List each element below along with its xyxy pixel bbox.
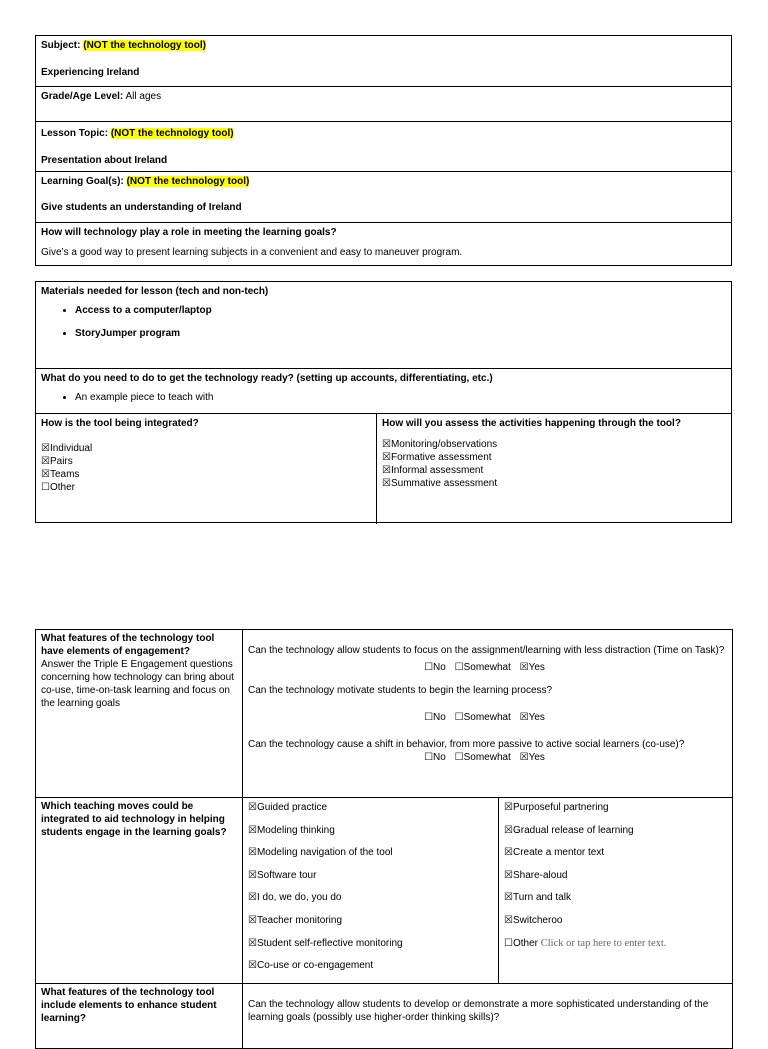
checkbox-checked-icon: ☒ (41, 443, 50, 454)
enhance-heading: What features of the technology tool include elements to enhance student learning? (41, 986, 217, 1024)
move-i-do-we-do[interactable] (248, 890, 493, 913)
move-label: Student self-reflective monitoring (256, 937, 403, 949)
checkbox-unchecked-icon: ☐ (454, 662, 464, 673)
option-label: Somewhat (463, 752, 511, 763)
answer-options (248, 661, 727, 674)
checkbox-checked-icon: ☒ (382, 439, 391, 450)
checkbox-label: Other (49, 482, 75, 493)
engagement-question: Can the technology allow students to focus on the assignment/learning with less distraction (Time on Task)? (248, 645, 725, 656)
option-label: Somewhat (463, 662, 511, 673)
option-label: Yes (528, 712, 545, 723)
subject-row (36, 36, 731, 87)
other-text-field[interactable]: Click or tap here to enter text. (540, 937, 667, 949)
checkbox-informal[interactable] (382, 464, 726, 477)
move-label: Gradual release of learning (512, 824, 634, 836)
move-label: Create a mentor text (512, 847, 605, 859)
grade-value[interactable]: All ages (123, 91, 162, 102)
option-yes[interactable] (520, 751, 545, 764)
engagement-question: Can the technology motivate students to begin the learning process? (248, 685, 553, 696)
checkbox-unchecked-icon: ☐ (504, 937, 513, 949)
move-label: I do, we do, you do (256, 892, 342, 904)
ready-question: What do you need to do to get the technology ready? (setting up accounts, differentiating, etc.) (41, 373, 493, 384)
move-modeling-navigation[interactable] (248, 845, 493, 868)
grade-row (36, 87, 731, 122)
checkbox-label: Monitoring/observations (390, 439, 498, 450)
engagement-questions-cell (243, 630, 733, 798)
checkbox-checked-icon: ☒ (41, 456, 50, 467)
checkbox-unchecked-icon: ☐ (454, 752, 464, 763)
move-label: Software tour (256, 869, 317, 881)
move-co-use[interactable] (248, 958, 493, 981)
goals-value[interactable]: Give students an understanding of Ireland (41, 202, 242, 213)
move-modeling-thinking[interactable] (248, 823, 493, 846)
checkbox-checked-icon: ☒ (504, 824, 513, 836)
option-no[interactable] (424, 751, 446, 764)
checkbox-checked-icon: ☒ (519, 712, 529, 723)
checkbox-checked-icon: ☒ (248, 937, 257, 949)
move-self-reflective[interactable] (248, 936, 493, 959)
grade-label: Grade/Age Level: (41, 91, 124, 102)
move-label: Other (512, 937, 538, 949)
option-label: No (433, 712, 446, 723)
move-label: Guided practice (256, 802, 328, 813)
checkbox-teams[interactable] (41, 468, 371, 481)
checkbox-unchecked-icon: ☐ (454, 712, 464, 723)
enhance-question-cell (243, 983, 733, 1048)
checkbox-checked-icon: ☒ (504, 869, 513, 881)
checkbox-formative[interactable] (382, 451, 726, 464)
checkbox-label: Pairs (49, 456, 73, 467)
move-gradual-release[interactable] (504, 823, 727, 846)
materials-list (41, 304, 726, 340)
move-turn-and-talk[interactable] (504, 890, 727, 913)
ready-row (36, 369, 731, 414)
checkbox-label: Teams (49, 469, 80, 480)
goals-label: Learning Goal(s): (41, 176, 124, 187)
triple-e-table (35, 629, 733, 1029)
move-label: Co-use or co-engagement (256, 960, 374, 972)
checkbox-checked-icon: ☒ (248, 869, 257, 881)
moves-heading: Which teaching moves could be integrated to aid technology in helping students engage in the learning goals? (41, 801, 227, 838)
move-switcheroo[interactable] (504, 913, 727, 936)
topic-value[interactable]: Presentation about Ireland (41, 155, 168, 166)
checkbox-other[interactable] (41, 481, 371, 494)
materials-item[interactable]: • StoryJumper program (75, 327, 726, 340)
option-somewhat[interactable] (455, 751, 511, 764)
role-answer[interactable]: Give’s a good way to present learning subjects in a convenient and easy to maneuver program. (41, 247, 463, 258)
checkbox-label: Informal assessment (390, 465, 484, 476)
not-tool-note: (NOT the technology tool) (126, 176, 250, 187)
checkbox-checked-icon: ☒ (248, 824, 257, 836)
topic-label: Lesson Topic: (41, 128, 109, 139)
move-software-tour[interactable] (248, 868, 493, 891)
move-label: Switcheroo (512, 914, 563, 926)
option-no[interactable] (424, 661, 446, 674)
engagement-row (36, 630, 733, 798)
checkbox-unchecked-icon: ☐ (424, 662, 434, 673)
answer-options (248, 751, 727, 764)
move-other[interactable] (504, 936, 727, 959)
checkbox-summative[interactable] (382, 477, 726, 490)
engagement-question: Can the technology cause a shift in behavior, from more passive to active social learners (co-use)? (248, 739, 685, 750)
teaching-moves-row (36, 798, 733, 984)
checkbox-checked-icon: ☒ (504, 892, 513, 904)
checkbox-unchecked-icon: ☐ (41, 482, 50, 493)
checkbox-checked-icon: ☒ (504, 914, 513, 926)
enhancement-row (36, 983, 733, 1048)
integration-row (36, 414, 731, 524)
checkbox-checked-icon: ☒ (519, 752, 529, 763)
option-label: Yes (528, 662, 545, 673)
answer-options (248, 711, 727, 724)
ready-list (41, 391, 726, 404)
option-no[interactable] (424, 711, 446, 724)
moves-left-cell (243, 798, 499, 984)
move-teacher-monitoring[interactable] (248, 913, 493, 936)
materials-row (36, 282, 731, 369)
checkbox-checked-icon: ☒ (504, 847, 513, 859)
subject-label: Subject: (41, 40, 81, 51)
move-label: Modeling thinking (256, 824, 335, 836)
integration-cell (36, 414, 377, 524)
option-label: No (433, 752, 446, 763)
checkbox-unchecked-icon: ☐ (424, 712, 434, 723)
not-tool-note: (NOT the technology tool) (110, 128, 234, 139)
enhance-question: Can the technology allow students to develop or demonstrate a more sophisticated understanding of the learning goals (possibly use higher-order thinking skills)? (248, 998, 709, 1023)
checkbox-checked-icon: ☒ (248, 847, 257, 859)
checkbox-monitoring[interactable] (382, 438, 726, 451)
engagement-heading-cell (36, 630, 243, 798)
option-yes[interactable] (520, 661, 545, 674)
goals-row (36, 172, 731, 223)
checkbox-label: Formative assessment (390, 452, 492, 463)
move-label: Teacher monitoring (256, 914, 343, 926)
materials-table (35, 281, 732, 523)
not-tool-note: (NOT the technology tool) (83, 40, 206, 51)
checkbox-checked-icon: ☒ (519, 662, 529, 673)
assess-question: How will you assess the activities happening through the tool? (382, 418, 681, 429)
move-share-aloud[interactable] (504, 868, 727, 891)
move-label: Share-aloud (512, 869, 568, 881)
lesson-info-table (35, 35, 732, 266)
move-purposeful-partnering[interactable] (504, 800, 727, 823)
move-guided-practice[interactable] (248, 800, 493, 823)
checkbox-checked-icon: ☒ (248, 914, 257, 926)
materials-label: Materials needed for lesson (tech and non-tech) (41, 286, 269, 297)
checkbox-checked-icon: ☒ (382, 465, 391, 476)
move-mentor-text[interactable] (504, 845, 727, 868)
move-label: Modeling navigation of the tool (256, 847, 393, 859)
checkbox-checked-icon: ☒ (382, 478, 391, 489)
checkbox-checked-icon: ☒ (382, 452, 391, 463)
checkbox-label: Summative assessment (390, 478, 498, 489)
engagement-instructions: Answer the Triple E Engagement questions concerning how technology can bring about co-use, time-on-task learning and focus on the learning goals (41, 659, 234, 709)
role-question: How will technology play a role in meeting the learning goals? (41, 227, 337, 238)
checkbox-checked-icon: ☒ (41, 469, 50, 480)
moves-heading-cell (36, 798, 243, 984)
option-somewhat[interactable] (455, 661, 511, 674)
checkbox-individual[interactable] (41, 442, 371, 455)
assessment-cell (377, 414, 731, 524)
option-yes[interactable] (520, 711, 545, 724)
move-label: Purposeful partnering (512, 802, 609, 813)
topic-row (36, 122, 731, 172)
option-label: Yes (528, 752, 545, 763)
subject-value[interactable]: Experiencing Ireland (41, 67, 140, 78)
move-label: Turn and talk (512, 892, 571, 904)
checkbox-checked-icon: ☒ (248, 960, 257, 972)
role-row (36, 223, 731, 267)
checkbox-unchecked-icon: ☐ (424, 752, 434, 763)
ready-item[interactable]: • An example piece to teach with (75, 391, 726, 404)
materials-item[interactable]: • Access to a computer/laptop (75, 304, 726, 317)
engagement-heading: What features of the technology tool have elements of engagement? (41, 633, 215, 657)
checkbox-checked-icon: ☒ (248, 802, 257, 813)
checkbox-checked-icon: ☒ (248, 892, 257, 904)
checkbox-label: Individual (49, 443, 93, 454)
moves-right-cell (499, 798, 733, 984)
option-label: No (433, 662, 446, 673)
integrated-question: How is the tool being integrated? (41, 418, 199, 429)
checkbox-pairs[interactable] (41, 455, 371, 468)
option-label: Somewhat (463, 712, 511, 723)
checkbox-checked-icon: ☒ (504, 802, 513, 813)
enhance-heading-cell (36, 983, 243, 1048)
option-somewhat[interactable] (455, 711, 511, 724)
